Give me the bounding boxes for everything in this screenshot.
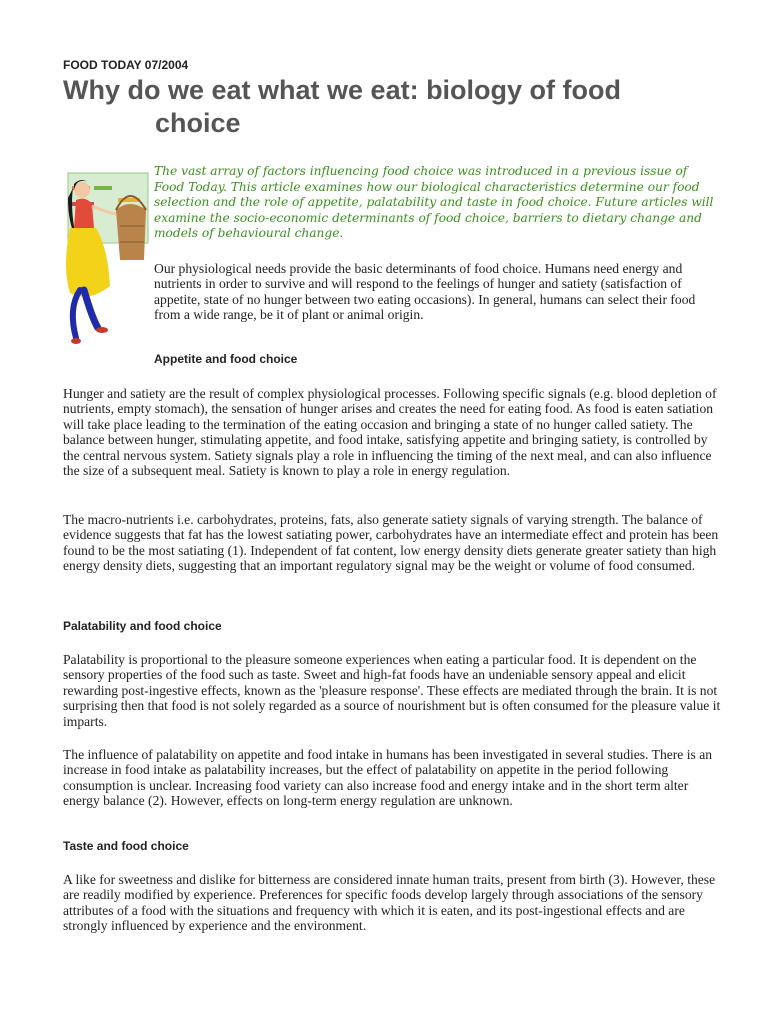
title-line-1: Why do we eat what we eat: biology of food (63, 75, 622, 105)
palatability-paragraph-2: The influence of palatability on appetite and food intake in humans has been investigated in several studies. There is an increase in food intake as palatability increases, but the effect of palatability on appetite in the period following consumption is unclear. Increasing food variety can also increase food and energy intake and in the short term alter energy balance (2). However, effects on long-term energy regulation are unknown. (63, 747, 713, 809)
kicker: FOOD TODAY 07/2004 (63, 58, 189, 72)
lead-paragraph: The vast array of factors influencing food choice was introduced in a previous issue of Food Today. This article examines how our biological characteristics determine our food selection and the role of appetite, palatability and taste in food choice. Future articles will examine the socio-economic determinants of food choice, barriers to dietary change and models of behavioural change. (154, 164, 714, 240)
intro-paragraph: Our physiological needs provide the basic determinants of food choice. Humans need energy and nutrients in order to survive and will respond to the feelings of hunger and satiety (satisfaction of appetite, state of no hunger between two eating occasions). In general, humans can select their food from a wide range, be it of plant or animal origin. (154, 261, 696, 323)
woman-with-shopping-basket-illustration (58, 168, 154, 358)
appetite-paragraph-2: The macro-nutrients i.e. carbohydrates, proteins, fats, also generate satiety signals of varying strength. The balance of evidence suggests that fat has the lowest satiating power, carbohydrates have an intermediate effect and protein has been found to be the most satiating (1). Independent of fat content, low energy density diets generate greater satiety than high energy density diets, suggesting that an important regulatory signal may be the weight or volume of food consumed. (63, 512, 719, 574)
appetite-paragraph-1: Hunger and satiety are the result of complex physiological processes. Following specific signals (e.g. blood depletion of nutrients, empty stomach), the sensation of hunger arises and creates the need for eating food. As food is eaten satiation will take place leading to the termination of the eating occasion and bringing a state of no hunger called satiety. The balance between hunger, stimulating appetite, and food intake, satisfying appetite and bringing satiety, is controlled by the central nervous system. Satiety signals play a role in influencing the timing of the next meal, and can also influence the size of a subsequent meal. Satiety is known to play a role in energy regulation. (63, 386, 717, 479)
heading-appetite: Appetite and food choice (154, 352, 298, 366)
heading-taste: Taste and food choice (63, 839, 189, 853)
taste-paragraph-1: A like for sweetness and dislike for bitterness are considered innate human traits, present from birth (3). However, these are readily modified by experience. Preferences for specific foods develop largely through associations of the sensory attributes of a food with the situations and frequency with which it is eaten, and its post-ingestional effects and are strongly influenced by experience and the environment. (63, 872, 716, 934)
title-line-2: choice (155, 108, 241, 138)
heading-palatability: Palatability and food choice (63, 619, 222, 633)
palatability-paragraph-1: Palatability is proportional to the pleasure someone experiences when eating a particular food. It is dependent on the sensory properties of the food such as taste. Sweet and high-fat foods have an undeniable sensory appeal and elicit rewarding post-ingestive effects, known as the 'pleasure response'. These effects are mediated through the brain. It is not surprising then that food is not solely regarded as a source of nourishment but is often consumed for the pleasure value it imparts. (63, 652, 721, 729)
page-title (63, 74, 723, 140)
